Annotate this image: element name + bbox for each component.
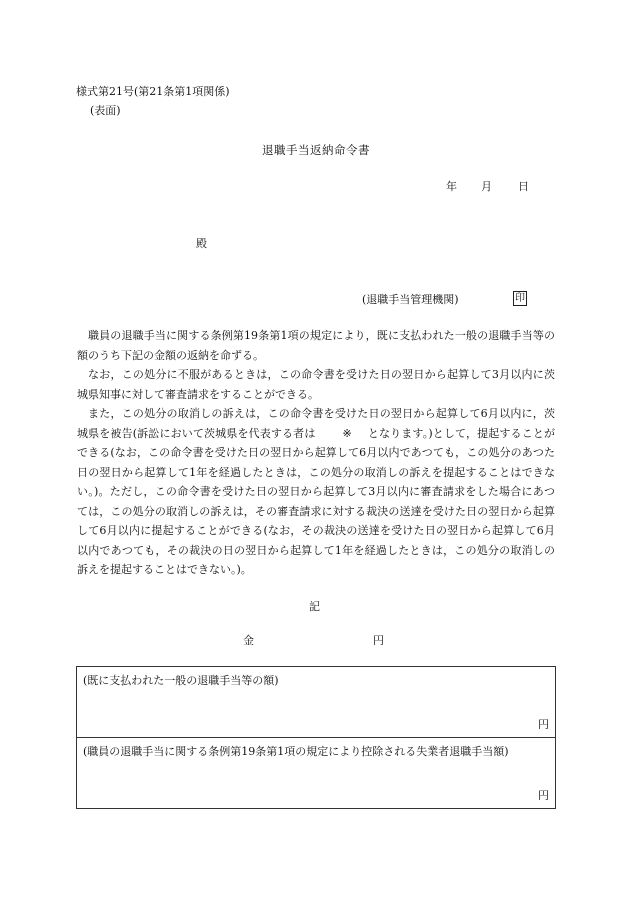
paid-amount-label: (既に支払われた一般の退職手当等の額) xyxy=(83,674,279,687)
document-title: 退職手当返納命令書 xyxy=(262,143,370,157)
deducted-amount-box xyxy=(76,737,556,809)
paragraph-3 xyxy=(77,404,555,580)
ki-heading: 記 xyxy=(309,600,320,613)
representative-marker: ※ xyxy=(342,426,352,440)
body-text xyxy=(77,326,555,580)
paragraph-3-part-a: また，この処分の取消しの訴えは，この命令書を受けた日の翌日から起算して6月以内に，茨城県を被告(訴訟において茨城県を代表する者は xyxy=(77,407,555,440)
seal-mark: 印 xyxy=(515,293,525,304)
date-line xyxy=(446,179,529,194)
paragraph-3-part-b: となります。)として，提起することができる(なお，この命令書を受けた日の翌日から起算して6月以内であつても，この処分のあつた日の翌日から起算して1年を経過したときは，この処分の取消しの訴えを提起することはできない。)。ただし，この命令書を受けた日の翌日から起算して3月以内に審査請求をした場合にあつては，この処分の取消しの訴えは，その審査請求に対する裁決の送達を受けた日の翌日から起算して6月以内に提起することができる(なお，その裁決の送達を受けた日の翌日から起算して6月以内であつても，その裁決の日の翌日から起算して1年を経過したときは，この処分の取消しの訴えを提起することはできない。)。 xyxy=(77,426,555,576)
paid-amount-box xyxy=(76,666,556,738)
side-label: (表面) xyxy=(90,104,121,117)
paragraph-1: 職員の退職手当に関する条例第19条第1項の規定により，既に支払われた一般の退職手当等の額のうち下記の金額の返納を命ずる。 xyxy=(77,329,555,362)
issuer-name: (退職手当管理機関) xyxy=(362,293,459,306)
form-number: 様式第21号(第21条第1項関係) xyxy=(76,85,230,98)
paragraph-2: なお，この処分に不服があるときは，この命令書を受けた日の翌日から起算して3月以内に茨城県知事に対して審査請求をすることができる。 xyxy=(77,368,555,401)
deducted-amount-unit: 円 xyxy=(538,789,549,802)
paid-amount-unit: 円 xyxy=(538,718,549,731)
date-year: 年 xyxy=(446,180,457,193)
date-day: 日 xyxy=(518,180,529,193)
amount-en-label: 円 xyxy=(373,634,384,647)
date-month: 月 xyxy=(481,180,492,193)
addressee-suffix: 殿 xyxy=(196,237,207,250)
amount-kin-label: 金 xyxy=(243,634,254,647)
deducted-amount-label: (職員の退職手当に関する条例第19条第1項の規定により控除される失業者退職手当額) xyxy=(83,745,509,758)
